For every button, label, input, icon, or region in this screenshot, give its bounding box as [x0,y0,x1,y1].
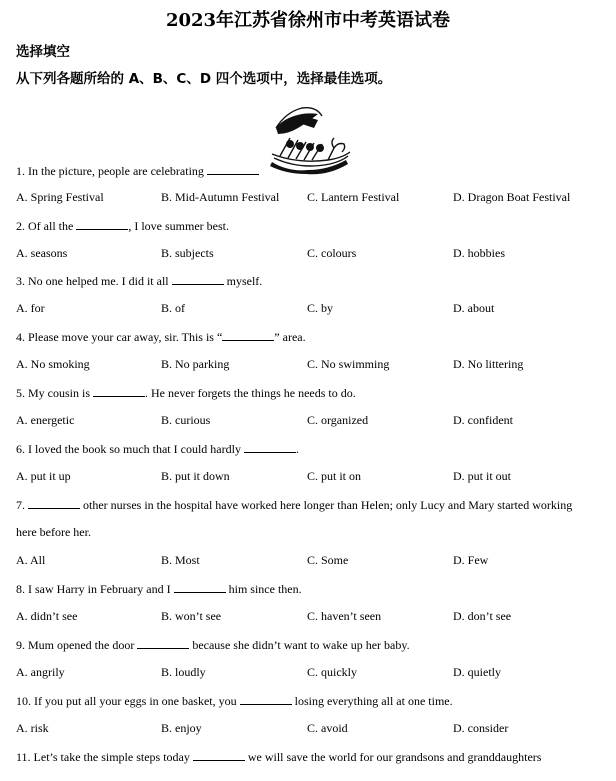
question-3 [16,273,262,289]
option-d: D. confident [453,413,513,427]
question-5 [16,385,356,401]
option-b: B. subjects [161,246,214,260]
option-b: B. No parking [161,357,230,371]
options-1 [16,190,606,206]
option-d: D. consider [453,721,509,735]
option-d: D. quietly [453,665,501,679]
answer-blank [93,385,145,397]
question-text: 2. Of all the [16,219,77,233]
option-c: C. Some [307,553,349,567]
option-a: A. put it up [16,469,71,483]
options-6 [16,469,606,485]
question-text: we will save the world for our grandsons and granddaughters [244,750,542,764]
question-6 [16,441,299,457]
question-text: him since then. [225,582,302,596]
question-text: 11. Let’s take the simple steps today [16,750,193,764]
question-4 [16,329,306,345]
section-instruction: 从下列各题所给的 A、B、C、D 四个选项中，选择最佳选项。 [16,71,392,87]
section-heading: 选择填空 [16,44,70,60]
option-d: D. Dragon Boat Festival [453,190,571,204]
option-d: D. put it out [453,469,512,483]
option-d: D. Few [453,553,489,567]
options-2 [16,246,606,262]
question-7-continued: here before her. [16,525,91,539]
option-c: C. by [307,301,334,315]
question-text: . [295,442,299,456]
options-5 [16,413,606,429]
option-d: D. No littering [453,357,524,371]
option-c: C. No swimming [307,357,390,371]
answer-blank [174,581,226,593]
option-c: C. colours [307,246,357,260]
question-text: 6. I loved the book so much that I could hardly [16,442,244,456]
option-a: A. risk [16,721,49,735]
question-text: other nurses in the hospital have worked here longer than Helen; only Lucy and Mary started working [80,498,573,512]
option-c: C. Lantern Festival [307,190,400,204]
option-a: A. All [16,553,46,567]
question-11 [16,749,599,765]
question-1 [16,163,259,179]
question-2 [16,218,229,234]
question-text: myself. [223,274,263,288]
option-b: B. Mid-Autumn Festival [161,190,280,204]
option-a: A. energetic [16,413,75,427]
question-text: 7. [16,498,28,512]
option-a: A. Spring Festival [16,190,104,204]
options-3 [16,301,606,317]
question-8 [16,581,302,597]
question-text: losing everything all at one time. [291,694,453,708]
options-4 [16,357,606,373]
option-b: B. won’t see [161,609,222,623]
option-d: D. don’t see [453,609,512,623]
question-text: , I love summer best. [128,219,229,233]
options-10 [16,721,606,737]
question-text: 5. My cousin is [16,386,94,400]
question-text: because she didn’t want to wake up her baby. [189,638,410,652]
option-a: A. angrily [16,665,65,679]
option-b: B. enjoy [161,721,202,735]
option-a: A. for [16,301,45,315]
answer-blank [222,329,274,341]
answer-blank [172,273,224,285]
option-a: A. No smoking [16,357,90,371]
options-8 [16,609,606,625]
options-7 [16,553,606,569]
answer-blank [193,749,245,761]
question-9 [16,637,410,653]
question-text: 1. In the picture, people are celebrating [16,164,207,178]
option-a: A. didn’t see [16,609,78,623]
question-text: 10. If you put all your eggs in one basket, you [16,694,240,708]
question-text: ” area. [274,330,306,344]
answer-blank [137,637,189,649]
question-text: 3. No one helped me. I did it all [16,274,172,288]
option-b: B. loudly [161,665,206,679]
option-c: C. haven’t seen [307,609,382,623]
dragon-boat-illustration [268,98,354,176]
answer-blank [28,497,80,509]
option-b: B. Most [161,553,200,567]
question-text: . He never forgets the things he needs to do. [145,386,356,400]
option-b: B. of [161,301,185,315]
answer-blank [76,218,128,230]
question-text: 8. I saw Harry in February and I [16,582,174,596]
option-b: B. curious [161,413,211,427]
option-d: D. hobbies [453,246,505,260]
answer-blank [240,693,292,705]
answer-blank [207,163,259,175]
option-c: C. put it on [307,469,362,483]
option-b: B. put it down [161,469,230,483]
question-text: 9. Mum opened the door [16,638,138,652]
option-a: A. seasons [16,246,68,260]
option-d: D. about [453,301,495,315]
question-7 [16,497,599,513]
question-10 [16,693,453,709]
option-c: C. avoid [307,721,348,735]
options-9 [16,665,606,681]
question-text: 4. Please move your car away, sir. This is “ [16,330,223,344]
option-c: C. quickly [307,665,357,679]
option-c: C. organized [307,413,369,427]
page-title: 2023年江苏省徐州市中考英语试卷 [165,10,451,31]
answer-blank [244,441,296,453]
